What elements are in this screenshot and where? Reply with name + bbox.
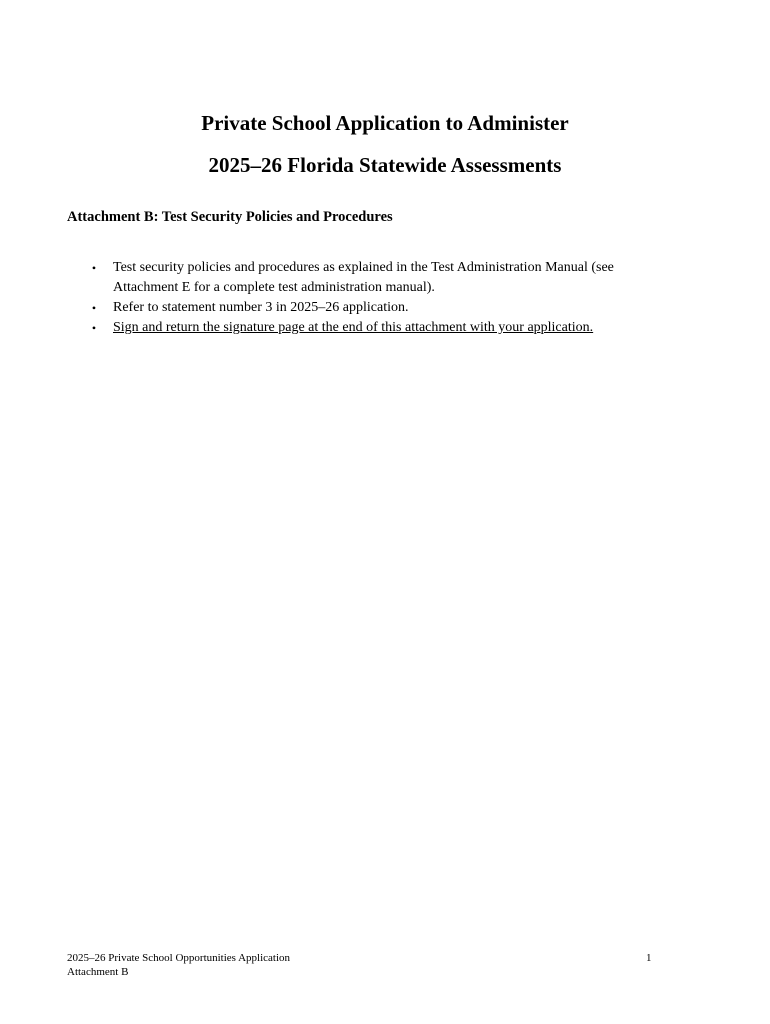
- page-number: 1: [646, 952, 652, 964]
- document-title: Private School Application to Administer: [201, 111, 569, 135]
- list-item: [89, 318, 679, 338]
- bullet-icon: •: [91, 261, 97, 275]
- document-subtitle: 2025–26 Florida Statewide Assessments: [208, 153, 562, 177]
- section-heading: Attachment B: Test Security Policies and Procedures: [67, 209, 393, 225]
- bullet-text: Test security policies and procedures as explained in the Test Administration Manual (see Attachment E for a complete test administration manual).: [113, 260, 614, 295]
- footer-attachment-label: Attachment B: [67, 966, 129, 978]
- page-footer: [67, 951, 290, 979]
- list-item: [89, 298, 679, 318]
- bullet-icon: •: [91, 301, 97, 315]
- footer-application-name: 2025–26 Private School Opportunities Application: [67, 952, 291, 964]
- bullet-list: [89, 258, 679, 338]
- bullet-text: Refer to statement number 3 in 2025–26 application.: [113, 300, 409, 315]
- list-item: [89, 258, 679, 298]
- bullet-text-underlined: Sign and return the signature page at the end of this attachment with your application.: [113, 320, 594, 335]
- bullet-icon: •: [91, 321, 97, 335]
